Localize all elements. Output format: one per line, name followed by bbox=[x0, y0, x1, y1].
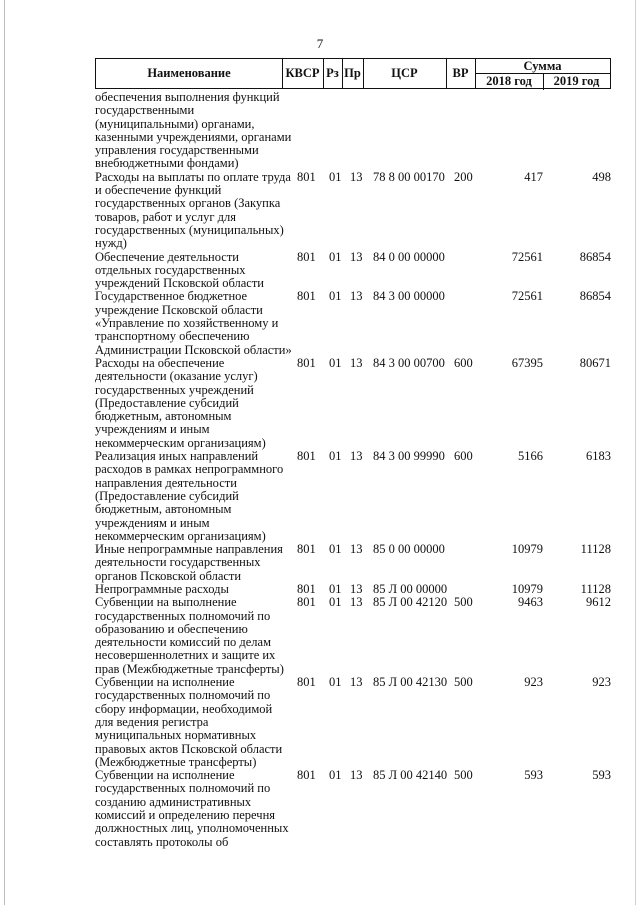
row-kvsr: 801 bbox=[297, 581, 316, 596]
row-pr: 13 bbox=[350, 355, 363, 370]
row-pr: 13 bbox=[350, 768, 363, 783]
table-header bbox=[95, 58, 611, 89]
row-sum-2019: 923 bbox=[592, 675, 611, 690]
row-name: обеспечения выполнения функций государственными (муниципальными) органами, казенными учреждениями, органами управления государственными внебюджетными фондами) bbox=[95, 90, 292, 171]
row-name: Иные непрограммные направления деятельности государственных органов Псковской области bbox=[95, 542, 283, 583]
header-year-2019: 2019 год bbox=[553, 74, 600, 88]
table-row bbox=[0, 251, 640, 291]
row-sum-2018: 417 bbox=[524, 169, 543, 184]
table-row bbox=[0, 676, 640, 769]
row-name: Реализация иных направлений расходов в рамках непрограммного направления деятельности (Предоставление субсидий бюджетным, автономным учреждениям и иным некоммерческим организациям) bbox=[95, 449, 284, 543]
table-row bbox=[0, 171, 640, 251]
row-rz: 01 bbox=[329, 768, 342, 783]
row-csr: 84 3 00 00000 bbox=[373, 289, 445, 304]
row-pr: 13 bbox=[350, 581, 363, 596]
row-kvsr: 801 bbox=[297, 768, 316, 783]
row-pr: 13 bbox=[350, 289, 363, 304]
row-rz: 01 bbox=[329, 249, 342, 264]
row-sum-2018: 10979 bbox=[511, 542, 543, 557]
row-csr: 85 Л 00 42130 bbox=[373, 675, 448, 690]
row-sum-2018: 593 bbox=[524, 768, 543, 783]
table-row bbox=[0, 450, 640, 543]
row-sum-2018: 72561 bbox=[511, 249, 543, 264]
row-csr: 84 3 00 99990 bbox=[373, 449, 445, 464]
row-sum-2018: 923 bbox=[524, 675, 543, 690]
row-name: Субвенции на исполнение государственных полномочий по созданию административных комиссий и определению перечня должностных лиц, уполномоченных составлять протоколы об bbox=[95, 768, 289, 849]
row-sum-2019: 9612 bbox=[586, 595, 611, 610]
row-pr: 13 bbox=[350, 542, 363, 557]
row-kvsr: 801 bbox=[297, 289, 316, 304]
row-csr: 84 0 00 00000 bbox=[373, 249, 445, 264]
table-row bbox=[0, 290, 640, 356]
header-rz: Рз bbox=[326, 66, 339, 80]
row-sum-2018: 72561 bbox=[511, 289, 543, 304]
row-name: Субвенции на исполнение государственных полномочий по сбору информации, необходимой для ведения регистра муниципальных нормативных правовых актов Псковской области (Межбюджетные трансферты) bbox=[95, 675, 283, 769]
header-name: Наименование bbox=[147, 66, 231, 80]
table-row bbox=[0, 91, 640, 171]
row-kvsr: 801 bbox=[297, 355, 316, 370]
row-name: Расходы на выплаты по оплате труда и обеспечение функций государственных органов (Закупка товаров, работ и услуг для государственных (муниципальных) нужд) bbox=[95, 169, 291, 251]
row-rz: 01 bbox=[329, 355, 342, 370]
row-rz: 01 bbox=[329, 542, 342, 557]
row-sum-2019: 11128 bbox=[580, 542, 611, 557]
row-vr: 500 bbox=[454, 595, 473, 610]
row-csr: 84 3 00 00700 bbox=[373, 355, 445, 370]
row-rz: 01 bbox=[329, 581, 342, 596]
row-sum-2018: 9463 bbox=[518, 595, 543, 610]
row-kvsr: 801 bbox=[297, 595, 316, 610]
row-sum-2019: 80671 bbox=[579, 355, 611, 370]
row-csr: 85 0 00 00000 bbox=[373, 542, 445, 557]
row-vr: 600 bbox=[454, 355, 473, 370]
table-row bbox=[0, 596, 640, 676]
row-rz: 01 bbox=[329, 675, 342, 690]
header-year-2018: 2018 год bbox=[486, 74, 532, 88]
row-kvsr: 801 bbox=[297, 675, 316, 690]
row-sum-2019: 6183 bbox=[586, 449, 611, 464]
row-sum-2019: 11128 bbox=[580, 581, 611, 596]
row-csr: 85 Л 00 00000 bbox=[373, 581, 448, 596]
row-name: Государственное бюджетное учреждение Псковской области «Управление по хозяйственному и транспортному обеспечению Администрации Псковской области» bbox=[95, 289, 292, 357]
row-kvsr: 801 bbox=[297, 449, 316, 464]
row-name: Расходы на обеспечение деятельности (оказание услуг) государственных учреждений (Предоставление субсидий бюджетным, автономным учреждениям и иным некоммерческим организациям) bbox=[95, 355, 266, 450]
row-sum-2019: 593 bbox=[592, 768, 611, 783]
row-rz: 01 bbox=[329, 595, 342, 610]
row-vr: 500 bbox=[454, 768, 473, 783]
row-kvsr: 801 bbox=[297, 249, 316, 264]
row-pr: 13 bbox=[350, 169, 363, 184]
header-vr: ВР bbox=[452, 66, 469, 80]
row-rz: 01 bbox=[329, 169, 342, 184]
row-kvsr: 801 bbox=[297, 542, 316, 557]
table-row bbox=[0, 543, 640, 583]
row-csr: 85 Л 00 42140 bbox=[373, 768, 448, 783]
row-rz: 01 bbox=[329, 289, 342, 304]
row-rz: 01 bbox=[329, 449, 342, 464]
row-sum-2018: 67395 bbox=[511, 355, 543, 370]
table-row bbox=[0, 769, 640, 849]
header-csr: ЦСР bbox=[391, 66, 418, 80]
row-sum-2019: 86854 bbox=[579, 289, 611, 304]
page-number: 7 bbox=[316, 36, 324, 51]
row-name: Субвенции на выполнение государственных полномочий по образованию и обеспечению деятельности комиссий по делам несовершеннолетних и защите их прав (Межбюджетные трансферты) bbox=[95, 595, 284, 676]
row-name: Непрограммные расходы bbox=[95, 581, 229, 596]
row-pr: 13 bbox=[350, 595, 363, 610]
row-sum-2018: 10979 bbox=[511, 581, 543, 596]
row-name: Обеспечение деятельности отдельных государственных учреждений Псковской области bbox=[95, 249, 265, 291]
row-sum-2019: 498 bbox=[592, 169, 611, 184]
row-csr: 78 8 00 00170 bbox=[373, 169, 445, 184]
header-sum: Сумма bbox=[523, 58, 562, 73]
row-sum-2019: 86854 bbox=[579, 249, 611, 264]
row-pr: 13 bbox=[350, 249, 363, 264]
row-vr: 200 bbox=[454, 169, 473, 184]
header-kvsr: КВСР bbox=[285, 66, 320, 80]
table-row bbox=[0, 583, 640, 596]
table-row bbox=[0, 357, 640, 450]
row-kvsr: 801 bbox=[297, 169, 316, 184]
row-vr: 500 bbox=[454, 675, 473, 690]
row-pr: 13 bbox=[350, 449, 363, 464]
row-pr: 13 bbox=[350, 675, 363, 690]
row-vr: 600 bbox=[454, 449, 473, 464]
table-body bbox=[0, 91, 640, 849]
row-sum-2018: 5166 bbox=[518, 449, 543, 464]
header-pr: Пр bbox=[344, 66, 361, 80]
row-csr: 85 Л 00 42120 bbox=[373, 595, 448, 610]
